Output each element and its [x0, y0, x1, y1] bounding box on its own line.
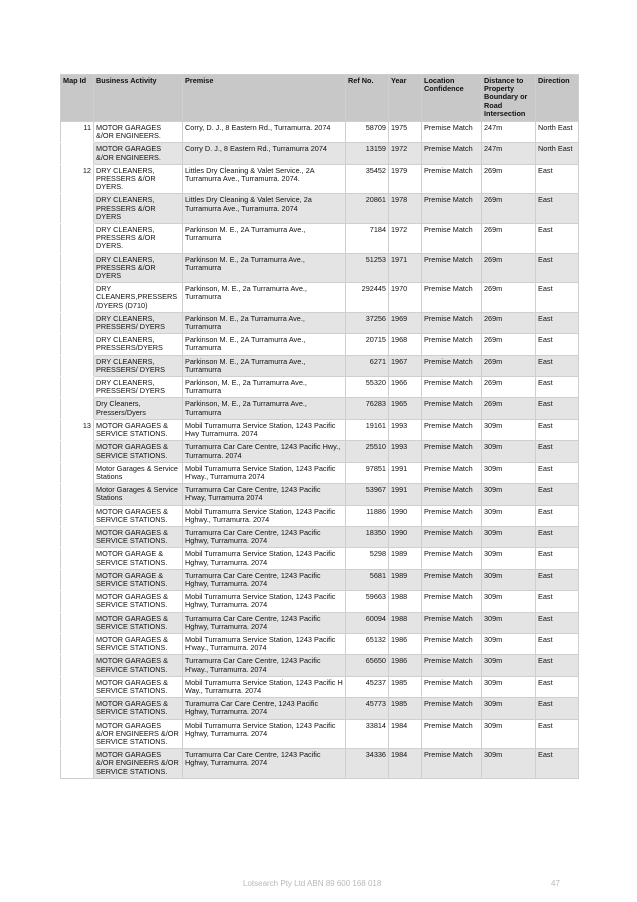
cell-ref-no: 97851 [346, 462, 389, 483]
header-premise: Premise [183, 75, 346, 122]
table-row [61, 569, 579, 590]
cell-direction: East [536, 194, 579, 224]
cell-location-confidence: Premise Match [422, 569, 482, 590]
cell-direction: East [536, 377, 579, 398]
table-row [61, 143, 579, 164]
cell-direction: East [536, 591, 579, 612]
cell-year: 1979 [389, 164, 422, 194]
cell-year: 1968 [389, 334, 422, 355]
cell-map-id [61, 591, 94, 612]
cell-distance: 309m [482, 633, 536, 654]
cell-distance: 309m [482, 462, 536, 483]
header-year: Year [389, 75, 422, 122]
cell-location-confidence: Premise Match [422, 122, 482, 143]
cell-ref-no: 7184 [346, 224, 389, 254]
cell-ref-no: 5298 [346, 548, 389, 569]
cell-location-confidence: Premise Match [422, 312, 482, 333]
cell-business-activity: MOTOR GARAGE & SERVICE STATIONS. [94, 569, 183, 590]
cell-direction: East [536, 526, 579, 547]
header-map-id: Map Id [61, 75, 94, 122]
cell-map-id [61, 398, 94, 419]
table-row [61, 526, 579, 547]
cell-premise: Turramurra Car Care Centre, 1243 Pacific Hghwy, Turramurra. 2074 [183, 569, 346, 590]
cell-distance: 309m [482, 526, 536, 547]
cell-premise: Turramurra Car Care Centre, 1243 Pacific H'way, Turramurra 2074 [183, 484, 346, 505]
cell-map-id [61, 548, 94, 569]
table-row [61, 224, 579, 254]
cell-distance: 309m [482, 505, 536, 526]
cell-location-confidence: Premise Match [422, 143, 482, 164]
cell-ref-no: 19161 [346, 419, 389, 440]
cell-map-id [61, 194, 94, 224]
table-row [61, 164, 579, 194]
cell-business-activity: MOTOR GARAGES & SERVICE STATIONS. [94, 526, 183, 547]
header-location-confidence: Location Confidence [422, 75, 482, 122]
cell-business-activity: MOTOR GARAGES & SERVICE STATIONS. [94, 612, 183, 633]
cell-premise: Mobil Turramurra Service Station, 1243 Pacific H'way., Turramurra. 2074 [183, 633, 346, 654]
cell-ref-no: 58709 [346, 122, 389, 143]
cell-premise: Mobil Turramurra Service Station, 1243 Pacific Hghwy, Turramurra. 2074 [183, 719, 346, 749]
cell-map-id [61, 312, 94, 333]
cell-year: 1989 [389, 569, 422, 590]
cell-year: 1967 [389, 355, 422, 376]
cell-ref-no: 13159 [346, 143, 389, 164]
cell-direction: East [536, 355, 579, 376]
cell-map-id: 12 [61, 164, 94, 194]
cell-ref-no: 59663 [346, 591, 389, 612]
table-row [61, 334, 579, 355]
cell-map-id [61, 355, 94, 376]
cell-direction: East [536, 253, 579, 283]
table-row [61, 698, 579, 719]
cell-premise: Parkinson M. E., 2A Turramurra Ave., Turramurra [183, 224, 346, 254]
cell-distance: 309m [482, 676, 536, 697]
cell-premise: Littles Dry Cleaning & Valet Service., 2A Turramurra Ave., Turramurra. 2074. [183, 164, 346, 194]
cell-direction: East [536, 612, 579, 633]
cell-ref-no: 25510 [346, 441, 389, 462]
cell-year: 1989 [389, 548, 422, 569]
cell-distance: 309m [482, 484, 536, 505]
cell-distance: 309m [482, 548, 536, 569]
cell-location-confidence: Premise Match [422, 719, 482, 749]
cell-location-confidence: Premise Match [422, 505, 482, 526]
cell-year: 1985 [389, 676, 422, 697]
cell-year: 1988 [389, 591, 422, 612]
cell-ref-no: 5681 [346, 569, 389, 590]
cell-business-activity: MOTOR GARAGES & SERVICE STATIONS. [94, 505, 183, 526]
cell-distance: 309m [482, 591, 536, 612]
cell-year: 1991 [389, 462, 422, 483]
table-row [61, 719, 579, 749]
cell-premise: Turramurra Car Care Centre, 1243 Pacific H'way., Turramurra. 2074 [183, 655, 346, 676]
cell-year: 1986 [389, 655, 422, 676]
cell-distance: 269m [482, 398, 536, 419]
cell-location-confidence: Premise Match [422, 441, 482, 462]
cell-year: 1993 [389, 419, 422, 440]
cell-premise: Parkinson M. E., 2A Turramurra Ave., Turramurra [183, 334, 346, 355]
cell-location-confidence: Premise Match [422, 334, 482, 355]
records-table [60, 74, 579, 779]
cell-business-activity: Motor Garages & Service Stations [94, 484, 183, 505]
cell-ref-no: 18350 [346, 526, 389, 547]
cell-map-id [61, 253, 94, 283]
table-row [61, 355, 579, 376]
table-row [61, 462, 579, 483]
cell-year: 1965 [389, 398, 422, 419]
cell-location-confidence: Premise Match [422, 224, 482, 254]
header-business-activity: Business Activity [94, 75, 183, 122]
cell-direction: East [536, 569, 579, 590]
cell-business-activity: MOTOR GARAGES &/OR ENGINEERS. [94, 122, 183, 143]
cell-ref-no: 34336 [346, 749, 389, 779]
cell-business-activity: DRY CLEANERS, PRESSERS/ DYERS [94, 312, 183, 333]
cell-location-confidence: Premise Match [422, 253, 482, 283]
table-row [61, 548, 579, 569]
cell-premise: Turramurra Car Care Centre, 1243 Pacific Hghwy, Turramurra. 2074 [183, 526, 346, 547]
cell-year: 1986 [389, 633, 422, 654]
cell-year: 1988 [389, 612, 422, 633]
cell-premise: Turamurra Car Care Centre, 1243 Pacific Hghwy, Turramurra. 2074 [183, 698, 346, 719]
cell-location-confidence: Premise Match [422, 462, 482, 483]
cell-ref-no: 33814 [346, 719, 389, 749]
cell-year: 1969 [389, 312, 422, 333]
cell-ref-no: 37256 [346, 312, 389, 333]
cell-direction: North East [536, 143, 579, 164]
cell-premise: Corry, D. J., 8 Eastern Rd., Turramurra. 2074 [183, 122, 346, 143]
cell-business-activity: Motor Garages & Service Stations [94, 462, 183, 483]
cell-business-activity: MOTOR GARAGES & SERVICE STATIONS. [94, 655, 183, 676]
cell-direction: East [536, 655, 579, 676]
cell-direction: East [536, 224, 579, 254]
cell-ref-no: 45773 [346, 698, 389, 719]
cell-map-id [61, 484, 94, 505]
cell-direction: East [536, 719, 579, 749]
cell-distance: 269m [482, 164, 536, 194]
table-row [61, 676, 579, 697]
cell-distance: 309m [482, 419, 536, 440]
cell-business-activity: MOTOR GARAGES & SERVICE STATIONS. [94, 676, 183, 697]
cell-premise: Parkinson M. E., 2a Turramurra Ave., Turramurra [183, 253, 346, 283]
cell-year: 1966 [389, 377, 422, 398]
cell-direction: East [536, 283, 579, 313]
cell-location-confidence: Premise Match [422, 749, 482, 779]
cell-business-activity: DRY CLEANERS, PRESSERS/ DYERS [94, 355, 183, 376]
table-row [61, 612, 579, 633]
cell-premise: Turramurra Car Care Centre, 1243 Pacific Hghwy, Turramurra. 2074 [183, 612, 346, 633]
cell-business-activity: DRY CLEANERS, PRESSERS &/OR DYERS. [94, 164, 183, 194]
cell-map-id [61, 283, 94, 313]
cell-distance: 269m [482, 283, 536, 313]
cell-direction: East [536, 676, 579, 697]
cell-map-id [61, 633, 94, 654]
cell-business-activity: DRY CLEANERS, PRESSERS &/OR DYERS [94, 253, 183, 283]
cell-business-activity: DRY CLEANERS, PRESSERS/ DYERS [94, 377, 183, 398]
cell-business-activity: DRY CLEANERS, PRESSERS &/OR DYERS. [94, 224, 183, 254]
cell-premise: Parkinson M. E., 2A Turramurra Ave., Turramurra [183, 355, 346, 376]
table-row [61, 377, 579, 398]
cell-distance: 309m [482, 441, 536, 462]
cell-year: 1991 [389, 484, 422, 505]
cell-ref-no: 11886 [346, 505, 389, 526]
cell-direction: East [536, 419, 579, 440]
cell-year: 1990 [389, 526, 422, 547]
cell-premise: Corry D. J., 8 Eastern Rd., Turramurra 2074 [183, 143, 346, 164]
cell-ref-no: 51253 [346, 253, 389, 283]
cell-ref-no: 65132 [346, 633, 389, 654]
cell-direction: East [536, 633, 579, 654]
cell-premise: Mobil Turramurra Service Station, 1243 Pacific Hghwy, Turramurra. 2074 [183, 548, 346, 569]
cell-map-id [61, 749, 94, 779]
cell-location-confidence: Premise Match [422, 419, 482, 440]
cell-location-confidence: Premise Match [422, 612, 482, 633]
cell-map-id [61, 526, 94, 547]
cell-distance: 309m [482, 719, 536, 749]
cell-map-id [61, 441, 94, 462]
cell-premise: Mobil Turramurra Service Station, 1243 Pacific H'way., Turramurra 2074 [183, 462, 346, 483]
cell-direction: North East [536, 122, 579, 143]
cell-distance: 309m [482, 612, 536, 633]
cell-business-activity: DRY CLEANERS, PRESSERS &/OR DYERS [94, 194, 183, 224]
cell-ref-no: 76283 [346, 398, 389, 419]
cell-ref-no: 292445 [346, 283, 389, 313]
cell-location-confidence: Premise Match [422, 355, 482, 376]
cell-map-id: 13 [61, 419, 94, 440]
table-row [61, 194, 579, 224]
cell-year: 1993 [389, 441, 422, 462]
cell-premise: Parkinson M. E., 2a Turramurra Ave., Turramurra [183, 312, 346, 333]
cell-location-confidence: Premise Match [422, 377, 482, 398]
table-row [61, 398, 579, 419]
cell-distance: 309m [482, 655, 536, 676]
table-row [61, 441, 579, 462]
cell-direction: East [536, 749, 579, 779]
records-body [61, 122, 579, 779]
cell-location-confidence: Premise Match [422, 548, 482, 569]
cell-business-activity: MOTOR GARAGES & SERVICE STATIONS. [94, 441, 183, 462]
cell-location-confidence: Premise Match [422, 676, 482, 697]
table-row [61, 253, 579, 283]
cell-location-confidence: Premise Match [422, 164, 482, 194]
cell-premise: Turramurra Car Care Centre, 1243 Pacific Hghwy, Turramurra. 2074 [183, 749, 346, 779]
cell-business-activity: MOTOR GARAGES &/OR ENGINEERS. [94, 143, 183, 164]
cell-year: 1978 [389, 194, 422, 224]
header-ref-no: Ref No. [346, 75, 389, 122]
cell-location-confidence: Premise Match [422, 398, 482, 419]
cell-premise: Parkinson, M. E., 2a Turramurra Ave., Turramurra [183, 283, 346, 313]
cell-map-id: 11 [61, 122, 94, 143]
table-row [61, 283, 579, 313]
cell-year: 1975 [389, 122, 422, 143]
cell-year: 1990 [389, 505, 422, 526]
cell-distance: 309m [482, 749, 536, 779]
cell-distance: 269m [482, 334, 536, 355]
table-row [61, 633, 579, 654]
cell-map-id [61, 143, 94, 164]
cell-distance: 269m [482, 377, 536, 398]
cell-distance: 269m [482, 194, 536, 224]
cell-business-activity: MOTOR GARAGES & SERVICE STATIONS. [94, 591, 183, 612]
cell-direction: East [536, 484, 579, 505]
cell-map-id [61, 612, 94, 633]
cell-ref-no: 20715 [346, 334, 389, 355]
cell-distance: 247m [482, 122, 536, 143]
cell-map-id [61, 719, 94, 749]
cell-year: 1970 [389, 283, 422, 313]
cell-map-id [61, 569, 94, 590]
cell-distance: 269m [482, 312, 536, 333]
cell-direction: East [536, 462, 579, 483]
cell-premise: Parkinson, M. E., 2a Turramurra Ave., Turramurra [183, 398, 346, 419]
cell-premise: Mobil Turramurra Service Station, 1243 Pacific Hghwy., Turramurra. 2074 [183, 505, 346, 526]
cell-ref-no: 55320 [346, 377, 389, 398]
cell-location-confidence: Premise Match [422, 655, 482, 676]
cell-premise: Mobil Turramurra Service Station, 1243 Pacific Hwy Turramurra. 2074 [183, 419, 346, 440]
cell-year: 1972 [389, 143, 422, 164]
cell-ref-no: 35452 [346, 164, 389, 194]
table-row [61, 312, 579, 333]
cell-distance: 269m [482, 355, 536, 376]
cell-business-activity: MOTOR GARAGES &/OR ENGINEERS &/OR SERVICE STATIONS. [94, 719, 183, 749]
cell-map-id [61, 676, 94, 697]
cell-distance: 309m [482, 569, 536, 590]
header-direction: Direction [536, 75, 579, 122]
cell-map-id [61, 377, 94, 398]
header-distance: Distance to Property Boundary or Road Intersection [482, 75, 536, 122]
cell-map-id [61, 224, 94, 254]
cell-year: 1984 [389, 719, 422, 749]
table-row [61, 591, 579, 612]
table-row [61, 749, 579, 779]
cell-business-activity: MOTOR GARAGES & SERVICE STATIONS. [94, 419, 183, 440]
cell-ref-no: 53967 [346, 484, 389, 505]
cell-distance: 309m [482, 698, 536, 719]
cell-map-id [61, 462, 94, 483]
cell-location-confidence: Premise Match [422, 698, 482, 719]
cell-business-activity: DRY CLEANERS, PRESSERS/DYERS [94, 334, 183, 355]
cell-business-activity: MOTOR GARAGES & SERVICE STATIONS. [94, 633, 183, 654]
cell-map-id [61, 655, 94, 676]
cell-direction: East [536, 441, 579, 462]
cell-direction: East [536, 505, 579, 526]
cell-location-confidence: Premise Match [422, 591, 482, 612]
cell-map-id [61, 698, 94, 719]
cell-distance: 269m [482, 253, 536, 283]
cell-premise: Mobil Turramurra Service Station, 1243 Pacific H Way., Turramurra. 2074 [183, 676, 346, 697]
cell-location-confidence: Premise Match [422, 484, 482, 505]
cell-direction: East [536, 164, 579, 194]
cell-direction: East [536, 334, 579, 355]
table-row [61, 419, 579, 440]
cell-direction: East [536, 548, 579, 569]
cell-premise: Parkinson, M. E., 2a Turramurra Ave., Turramurra [183, 377, 346, 398]
cell-location-confidence: Premise Match [422, 633, 482, 654]
cell-year: 1984 [389, 749, 422, 779]
table-header-row [61, 75, 579, 122]
cell-ref-no: 65650 [346, 655, 389, 676]
table-row [61, 655, 579, 676]
footer-page-number: 47 [551, 879, 560, 888]
cell-distance: 269m [482, 224, 536, 254]
cell-ref-no: 45237 [346, 676, 389, 697]
cell-ref-no: 20861 [346, 194, 389, 224]
cell-business-activity: DRY CLEANERS,PRESSERS /DYERS (D710) [94, 283, 183, 313]
cell-distance: 247m [482, 143, 536, 164]
cell-location-confidence: Premise Match [422, 194, 482, 224]
cell-location-confidence: Premise Match [422, 526, 482, 547]
cell-ref-no: 6271 [346, 355, 389, 376]
cell-direction: East [536, 698, 579, 719]
cell-map-id [61, 334, 94, 355]
cell-location-confidence: Premise Match [422, 283, 482, 313]
cell-year: 1971 [389, 253, 422, 283]
cell-ref-no: 60094 [346, 612, 389, 633]
cell-year: 1972 [389, 224, 422, 254]
cell-premise: Turramurra Car Care Centre, 1243 Pacific Hwy., Turramurra. 2074 [183, 441, 346, 462]
cell-premise: Littles Dry Cleaning & Valet Service, 2a Turramurra Ave., Turramurra. 2074 [183, 194, 346, 224]
cell-premise: Mobil Turramurra Service Station, 1243 Pacific Hghwy, Turramurra. 2074 [183, 591, 346, 612]
table-row [61, 122, 579, 143]
cell-business-activity: MOTOR GARAGE & SERVICE STATIONS. [94, 548, 183, 569]
footer-company: Lotsearch Pty Ltd ABN 89 600 168 018 [243, 879, 382, 888]
cell-business-activity: MOTOR GARAGES & SERVICE STATIONS. [94, 698, 183, 719]
cell-map-id [61, 505, 94, 526]
table-row [61, 484, 579, 505]
table-row [61, 505, 579, 526]
cell-business-activity: Dry Cleaners, Pressers/Dyers [94, 398, 183, 419]
cell-business-activity: MOTOR GARAGES &/OR ENGINEERS &/OR SERVICE STATIONS. [94, 749, 183, 779]
cell-year: 1985 [389, 698, 422, 719]
cell-direction: East [536, 312, 579, 333]
cell-direction: East [536, 398, 579, 419]
